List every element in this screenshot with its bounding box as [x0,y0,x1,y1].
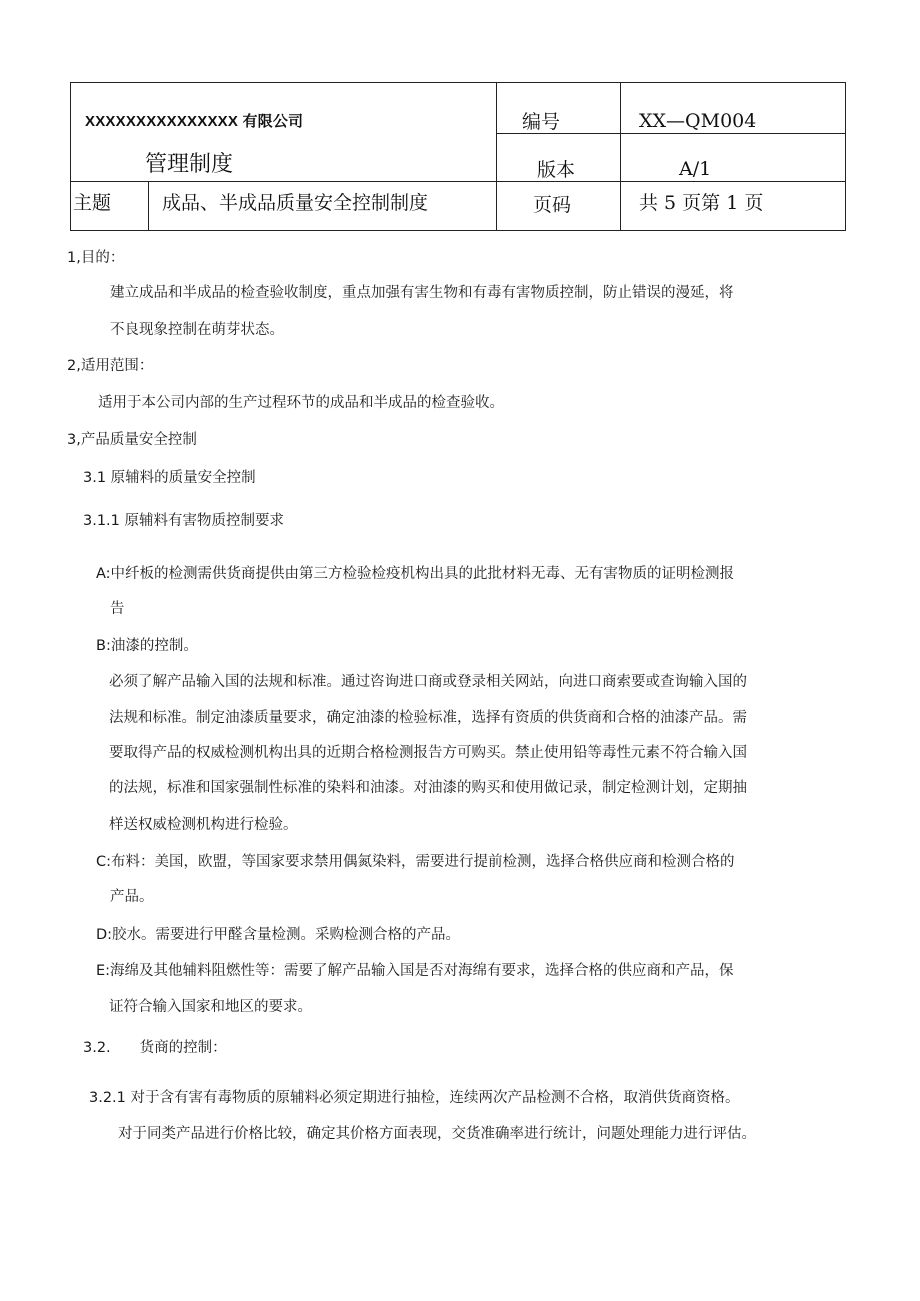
table-rule [71,181,846,182]
page-value: 共 5 页第 1 页 [639,192,764,214]
paragraph-line: 样送权威检测机构进行检验。 [109,817,298,833]
table-rule [496,83,497,231]
paragraph-line: 适用于本公司内部的生产过程环节的成品和半成品的检查验收。 [98,395,504,411]
table-rule [148,181,149,231]
paragraph-line: D:胶水。需要进行甲醛含量检测。采购检测合格的产品。 [96,927,461,943]
version-label: 版本 [537,159,576,181]
subject-value: 成品、半成品质量安全控制制度 [162,192,429,214]
paragraph-line: B:油漆的控制。 [96,638,198,654]
paragraph-line: 对于同类产品进行价格比较，确定其价格方面表现，交货准确率进行统计，问题处理能力进行评估。 [118,1126,756,1142]
table-rule [620,83,621,231]
paragraph-line: 的法规，标准和国家强制性标准的染料和油漆。对油漆的购买和使用做记录，制定检测计划，定期抽 [109,780,747,796]
paragraph-line: A:中纤板的检测需供货商提供由第三方检验检疫机构出具的此批材料无毒、无有害物质的证明检测报 [96,566,735,582]
code-value: XX—QM004 [639,110,757,132]
section-heading: 1,目的： [67,250,125,266]
paragraph-line: 证符合输入国家和地区的要求。 [109,999,312,1015]
company-name: XXXXXXXXXXXXXXX 有限公司 [85,113,304,130]
paragraph-line: 法规和标准。制定油漆质量要求，确定油漆的检验标准，选择有资质的供货商和合格的油漆产品。需 [109,710,747,726]
subsection-heading: 3.1.1 原辅料有害物质控制要求 [83,513,285,529]
page-label: 页码 [533,194,572,216]
subsection-heading: 3.2. 货商的控制： [83,1040,227,1056]
paragraph-line: C:布料：美国，欧盟，等国家要求禁用偶氮染料，需要进行提前检测，选择合格供应商和检测合格的 [96,854,735,870]
subsection-heading: 3.1 原辅料的质量安全控制 [83,470,256,486]
paragraph-line: 告 [110,601,125,617]
version-value: A/1 [679,158,712,180]
document-type: 管理制度 [145,152,234,177]
paragraph-line: 3.2.1 对于含有害有毒物质的原辅料必须定期进行抽检，连续两次产品检测不合格，取消供货商资格。 [89,1090,740,1106]
code-label: 编号 [522,111,561,133]
paragraph-line: 要取得产品的权威检测机构出具的近期合格检测报告方可购买。禁止使用铅等毒性元素不符合输入国 [109,745,747,761]
paragraph-line: 产品。 [110,889,154,905]
section-heading: 2,适用范围： [67,358,154,374]
paragraph-line: 建立成品和半成品的检查验收制度，重点加强有害生物和有毒有害物质控制，防止错误的漫延，将 [110,285,734,301]
paragraph-line: 不良现象控制在萌芽状态。 [110,322,284,338]
header-table [70,82,846,231]
paragraph-line: 必须了解产品输入国的法规和标准。通过咨询进口商或登录相关网站，向进口商索要或查询输入国的 [109,674,747,690]
section-heading: 3,产品质量安全控制 [67,432,197,448]
paragraph-line: E:海绵及其他辅料阻燃性等：需要了解产品输入国是否对海绵有要求，选择合格的供应商和产品，保 [96,963,734,979]
subject-label: 主题 [73,192,112,214]
